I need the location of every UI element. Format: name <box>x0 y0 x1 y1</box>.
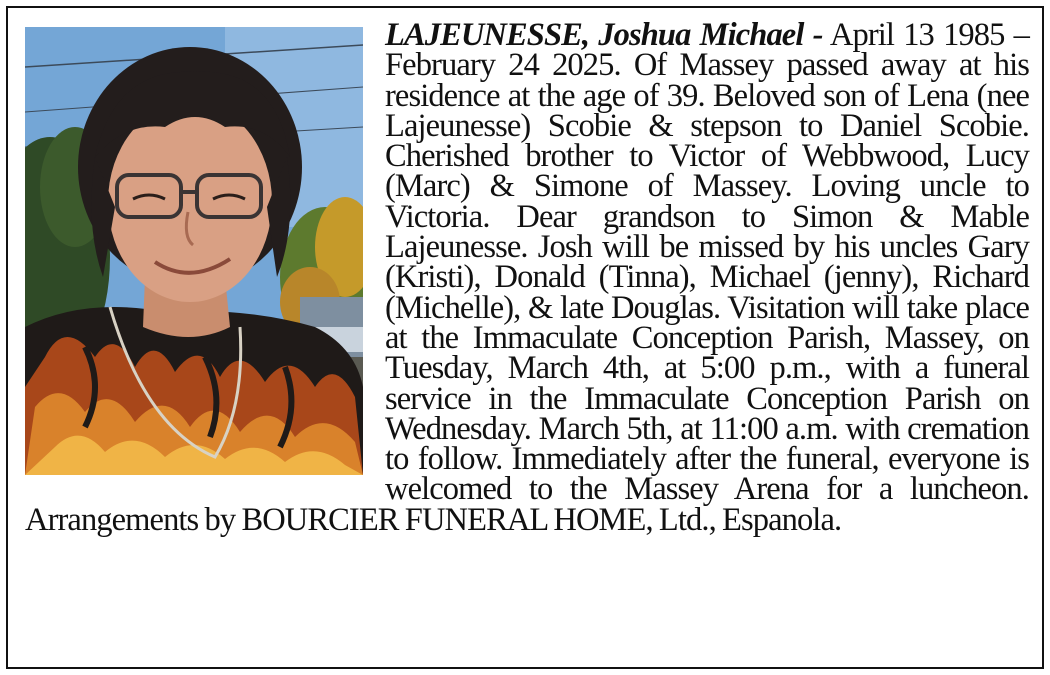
deceased-name: LAJEUNESSE, Joshua Michael - <box>385 17 823 53</box>
obituary-body: April 13 1985 – February 24 2025. Of Massey passed away at his residence at the age of 39. Beloved son of Lena (nee Lajeunesse) Scobie & stepson to Daniel Scobie. Cherished brother to Victor of Webbwood, Lucy (Marc) & Simone of Massey. Loving uncle to Victoria. Dear grandson to Simon & Mable Lajeunesse. Josh will be missed by his uncles Gary (Kristi), Donald (Tinna), Michael (jenny), Richard (Michelle), & late Douglas. Visitation will take place at the Immaculate Conception Parish, Massey, on Tuesday, March 4th, at 5:00 p.m., with a funeral service in the Immaculate Conception Parish on Wednesday. March 5th, at 11:00 a.m. with cremation to follow. Immediately after the funeral, everyone is welcomed to the Massey Arena for a luncheon. Arrangements by BOURCIER FUNERAL HOME, Ltd., Espanola. <box>25 17 1029 538</box>
obituary-text <box>25 17 1029 538</box>
photo-spacer <box>25 20 363 482</box>
